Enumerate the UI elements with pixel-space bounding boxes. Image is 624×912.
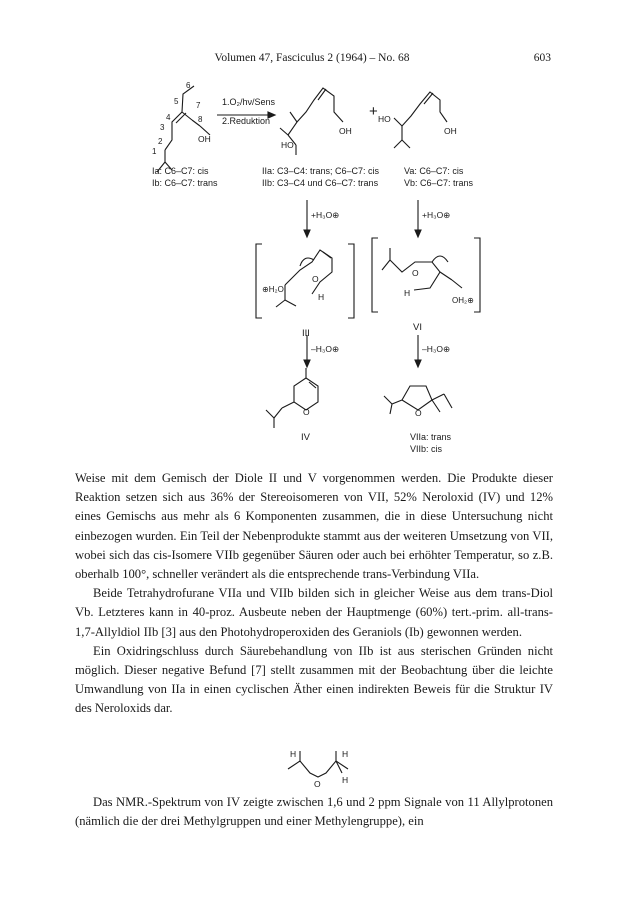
body-text-continued [75,793,553,831]
acid-minus-label: –H₃O⊕ [422,344,451,354]
ether-structure-figure [280,747,360,789]
intermediate-III-label: III [302,328,310,339]
product-IV-label: IV [301,432,310,443]
journal-citation: Volumen 47, Fasciculus 2 (1964) – No. 68 [214,52,410,64]
atom-number: 1 [152,147,157,156]
reagent-label: 1.O₂/hν/Sens [222,97,276,107]
paragraph-2: Beide Tetrahydrofurane VIIa und VIIb bilden sich in gleicher Weise aus dem trans-Diol Vb. Letzteres kann in 40-proz. Ausbeute neben der Hauptmenge (60%) tert.-prim. all-trans-1,7-Allyldiol IIb [3] aus den Photohydroperoxiden des Geraniols (Ib) gewonnen werden. [75,586,553,639]
hydrogen-label: H [318,292,325,302]
body-text [75,469,553,719]
atom-number: 7 [196,101,201,110]
intermediate-VI-label: VI [413,322,422,333]
hydrogen-label: H [404,288,411,298]
label-Vb: Vb: C6–C7: trans [404,178,474,188]
hydrogen-label: H [290,749,297,759]
product-VIIb-label: VIIb: cis [410,444,443,454]
acid-plus-label: +H₃O⊕ [311,210,340,220]
atom-number: 5 [174,97,179,106]
atom-number: 2 [158,137,163,146]
acid-plus-label: +H₃O⊕ [422,210,451,220]
label-Ib: Ib: C6–C7: trans [152,178,218,188]
oxygen-label: O [303,407,310,417]
structure-II [288,88,343,135]
structure-III [285,250,332,294]
oxygen-label: O [412,268,419,278]
reaction-scheme [0,72,624,467]
atom-number: 8 [198,115,203,124]
structure-V [394,92,447,126]
oh-label: OH [444,126,457,136]
page-number: 603 [533,52,551,64]
label-Va: Va: C6–C7: cis [404,166,464,176]
plus-sign: + [369,103,378,120]
atom-number: 6 [186,81,191,90]
acid-minus-label: –H₃O⊕ [311,344,340,354]
bracket-III-right [348,244,354,318]
paragraph-1: Weise mit dem Gemisch der Diole II und V vorgenommen werden. Die Produkte dieser Reaktion setzen sich aus 36% der Stereoisomeren von VII, 52% Neroloxid (IV) und 12% eines Gemischs aus mehr als 6 Komponenten zusammen, die in diese Untersuchung nicht einbezogen wurden. Ein Teil der Nebenprodukte stammt aus der weiteren Umsetzung von VII, wobei sich das cis-Isomere VIIb gegenüber Säuren oder auch bei erhöhter Temperatur, so z.B. oberhalb 100°, schneller verändert als die entsprechende trans-Verbindung VIIa. [75,471,553,582]
oxygen-label: O [415,408,422,418]
electron-arrow-VI [432,256,448,262]
paragraph-3: Ein Oxidringschluss durch Säurebehandlung von IIb ist aus sterischen Gründen nicht möglich. Dieser negative Befund [7] stellt zusammen mit der Beobachtung über die leichte Umwandlung von IIa in einen cyclischen Äther einen indirekten Beweis für die Struktur IV des Neroloxids dar. [75,643,553,716]
paragraph-4: Das NMR.-Spektrum von IV zeigte zwischen 1,6 und 2 ppm Signale von 11 Allylprotonen (nämlich die der drei Methylgruppen und einer Methylengruppe), ein [75,795,553,829]
oh-label: OH [339,126,352,136]
running-header [0,52,624,68]
structure-IV-ring [294,378,318,410]
atom-number: 3 [160,123,165,132]
ho-label: HO [378,114,391,124]
hydrogen-label: H [342,749,349,759]
hydrogen-label: H [342,775,349,785]
product-VIIa-label: VIIa: trans [410,432,452,442]
oh2-plus-right: OH₂⊕ [452,296,474,305]
reduction-label: 2.Reduktion [222,116,271,126]
ho-label: HO [281,140,294,150]
label-IIb: IIb: C3–C4 und C6–C7: trans [262,178,379,188]
bracket-III-left [256,244,262,318]
label-IIa: IIa: C3–C4: trans; C6–C7: cis [262,166,380,176]
bracket-VI-left [372,238,378,312]
label-Ia: Ia: C6–C7: cis [152,166,209,176]
oh-label: OH [198,134,211,144]
oh2-plus-left: ⊕H₂O [262,285,284,294]
bracket-VI-right [474,238,480,312]
oxygen-label: O [312,274,319,284]
structure-VII-ring [402,386,432,410]
oxygen-label: O [314,779,321,789]
atom-number: 4 [166,113,171,122]
